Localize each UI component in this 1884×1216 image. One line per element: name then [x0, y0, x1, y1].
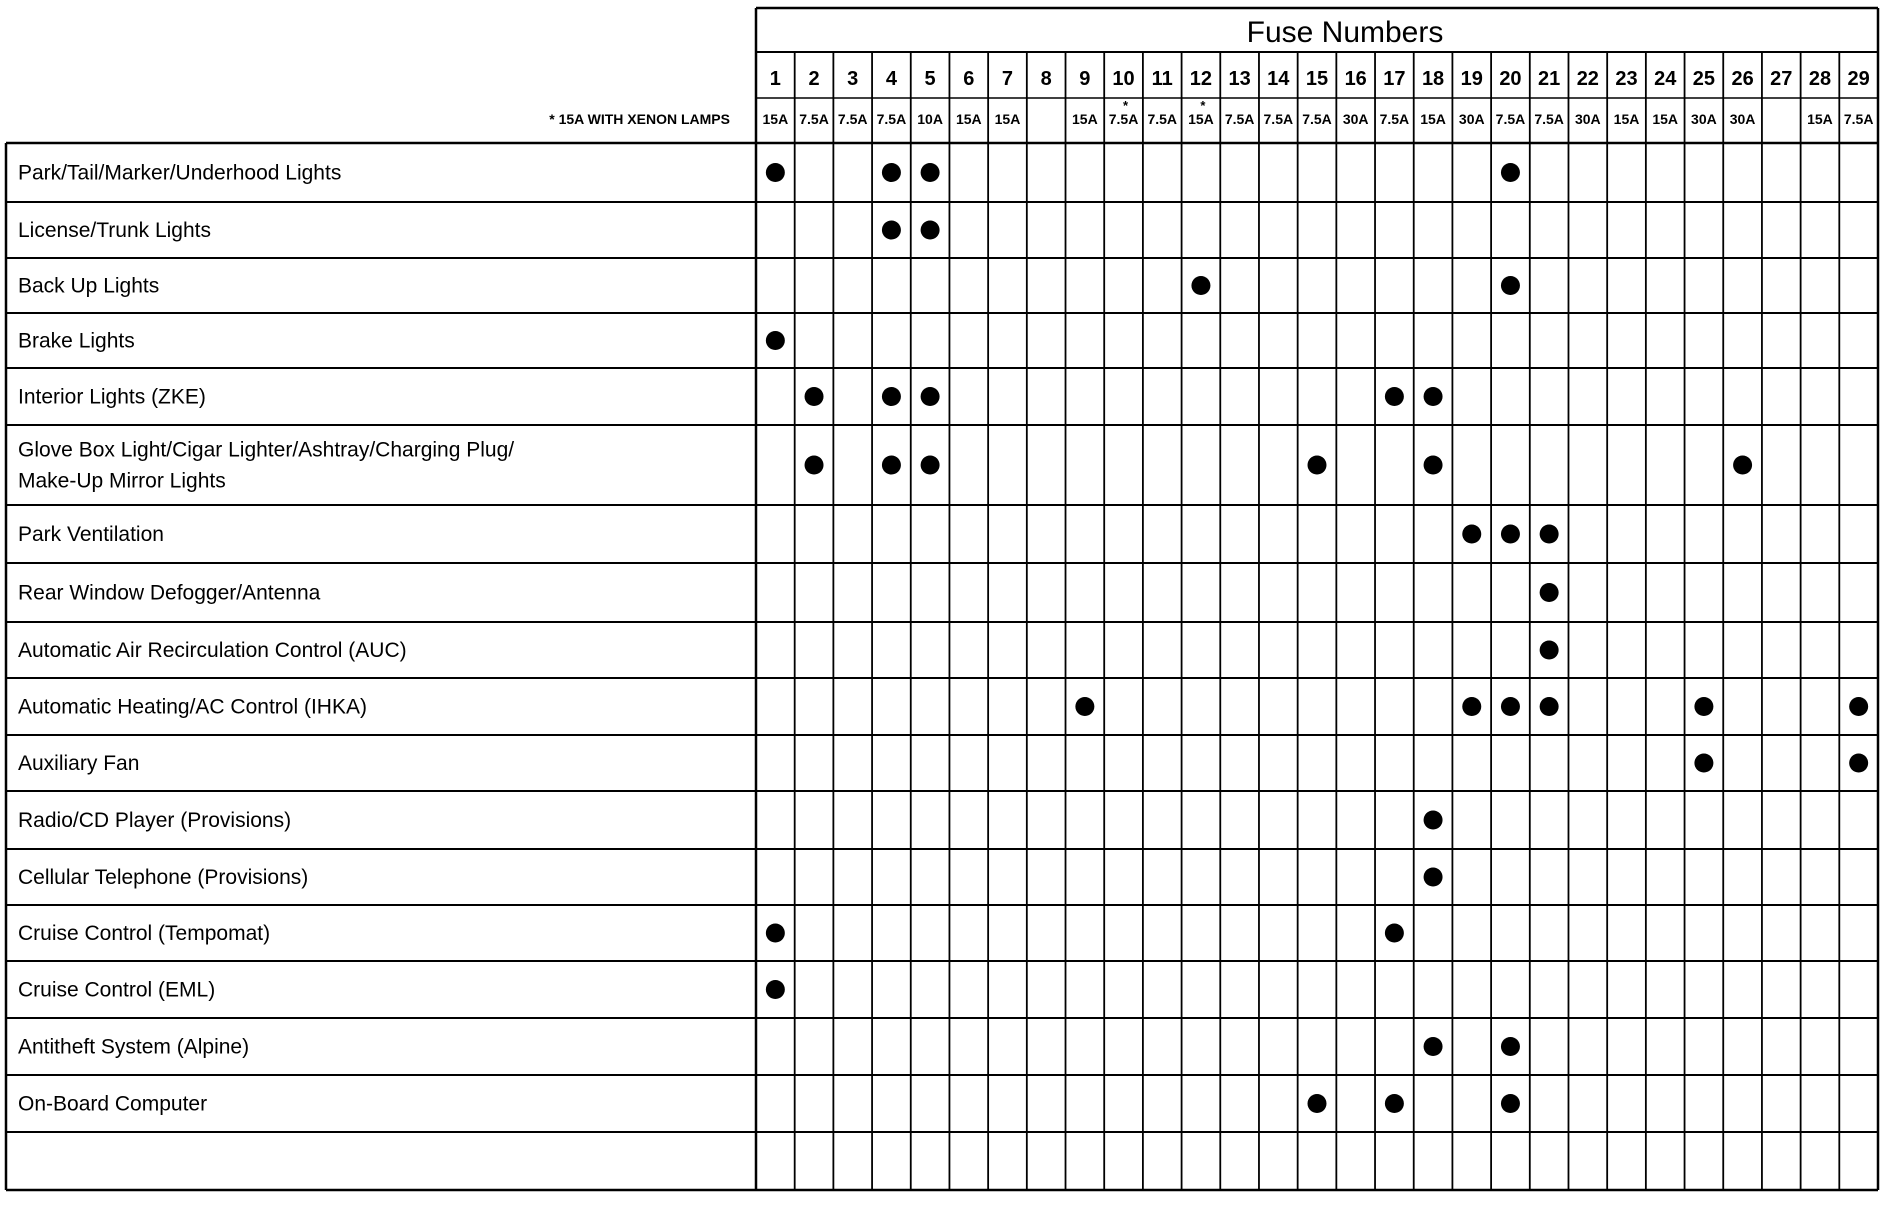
fuse-rating: 7.5A — [1495, 111, 1526, 127]
fuse-rating: 15A — [1652, 111, 1679, 127]
fuse-usage-dot — [766, 163, 785, 182]
fuse-usage-dot — [1501, 163, 1520, 182]
fuse-number: 5 — [924, 68, 936, 90]
fuse-usage-dot — [1424, 456, 1443, 475]
fuse-number: 24 — [1654, 68, 1677, 90]
fuse-rating: 15A — [994, 111, 1021, 127]
fuse-usage-dot — [1075, 697, 1094, 716]
fuse-usage-dot — [921, 387, 940, 406]
fuse-usage-dot — [1540, 697, 1559, 716]
fuse-rating: 7.5A — [837, 111, 868, 127]
fuse-usage-dot — [1540, 641, 1559, 660]
circuit-label: Cruise Control (Tempomat) — [18, 922, 271, 945]
fuse-rating: 7.5A — [1224, 111, 1255, 127]
fuse-number: 26 — [1731, 68, 1754, 90]
circuit-label: Cellular Telephone (Provisions) — [18, 866, 309, 889]
circuit-label: License/Trunk Lights — [18, 219, 211, 242]
fuse-number: 23 — [1615, 68, 1638, 90]
fuse-usage-dot — [882, 387, 901, 406]
fuse-number: 2 — [808, 68, 820, 90]
fuse-usage-dot — [1424, 1037, 1443, 1056]
fuse-number: 18 — [1421, 68, 1445, 90]
fuse-usage-dot — [1540, 525, 1559, 544]
fuse-number: 16 — [1344, 68, 1367, 90]
circuit-label: Auxiliary Fan — [18, 752, 140, 775]
fuse-usage-dot — [1501, 697, 1520, 716]
fuse-usage-dot — [1424, 387, 1443, 406]
fuse-usage-dot — [1694, 697, 1713, 716]
fuse-rating: 15A — [762, 111, 789, 127]
fuse-number: 20 — [1499, 68, 1522, 90]
fuse-number: 1 — [769, 68, 781, 90]
fuse-usage-dot — [1501, 1094, 1520, 1113]
fuse-usage-dot — [1385, 1094, 1404, 1113]
fuse-usage-dot — [1501, 276, 1520, 295]
fuse-rating: 7.5A — [1534, 111, 1564, 127]
fuse-rating: 15A — [1188, 111, 1214, 127]
fuse-rating: 30A — [1574, 111, 1601, 127]
fuse-rating: 7.5A — [1379, 111, 1410, 127]
fuse-number: 6 — [963, 68, 975, 90]
fuse-rating: 7.5A — [1843, 111, 1874, 127]
fuse-rating: 30A — [1458, 111, 1485, 127]
circuit-label: Park Ventilation — [18, 523, 164, 546]
circuit-label: Make-Up Mirror Lights — [18, 469, 226, 493]
fuse-rating: 10A — [917, 111, 943, 127]
fuse-usage-dot — [1308, 456, 1327, 475]
circuit-label: Back Up Lights — [18, 274, 160, 298]
fuse-usage-dot — [1385, 387, 1404, 406]
fuse-number: 19 — [1460, 68, 1483, 90]
fuse-usage-dot — [1849, 697, 1868, 716]
fuse-number: 15 — [1305, 68, 1329, 90]
fuse-rating: 7.5A — [799, 111, 829, 127]
fuse-usage-dot — [1694, 754, 1713, 773]
circuit-label: Automatic Heating/AC Control (IHKA) — [18, 695, 367, 719]
circuit-label: On-Board Computer — [18, 1092, 208, 1116]
fuse-usage-dot — [1501, 1037, 1520, 1056]
fuse-number: 21 — [1538, 68, 1561, 90]
fuse-number: 4 — [885, 68, 897, 90]
fuse-usage-dot — [1191, 276, 1210, 295]
fuse-usage-dot — [1733, 456, 1752, 475]
fuse-usage-dot — [1385, 924, 1404, 943]
fuse-rating: 30A — [1342, 111, 1369, 127]
fuse-usage-dot — [805, 456, 824, 475]
fuse-rating: 7.5A — [876, 111, 907, 127]
fuse-usage-dot — [1501, 525, 1520, 544]
fuse-number: 29 — [1847, 68, 1870, 90]
fuse-rating: 15A — [1420, 111, 1446, 127]
fuse-usage-dot — [882, 221, 901, 240]
fuse-usage-dot — [766, 980, 785, 999]
circuit-label: Rear Window Defogger/Antenna — [18, 581, 321, 605]
fuse-rating: 15A — [1072, 111, 1098, 127]
fuse-usage-dot — [1424, 811, 1443, 830]
fuse-usage-dot — [805, 387, 824, 406]
fuse-number: 12 — [1189, 68, 1213, 90]
fuse-usage-dot — [921, 163, 940, 182]
xenon-asterisk: * — [1123, 98, 1129, 113]
fuse-number: 11 — [1151, 68, 1173, 90]
fuse-usage-dot — [1849, 754, 1868, 773]
fuse-number: 14 — [1267, 68, 1290, 90]
fuse-rating: 7.5A — [1147, 111, 1178, 127]
circuit-rows — [18, 162, 1868, 1116]
fuse-rating: 7.5A — [1263, 111, 1294, 127]
circuit-label: Brake Lights — [18, 329, 135, 353]
fuse-usage-dot — [766, 331, 785, 350]
fuse-numbers-title: Fuse Numbers — [1246, 16, 1444, 49]
fuse-rating: 15A — [955, 111, 982, 127]
circuit-label: Glove Box Light/Cigar Lighter/Ashtray/Charging Plug/ — [18, 438, 515, 462]
circuit-label: Park/Tail/Marker/Underhood Lights — [18, 161, 342, 185]
fuse-usage-dot — [921, 221, 940, 240]
fuse-rating: 30A — [1691, 111, 1717, 127]
circuit-label: Cruise Control (EML) — [18, 978, 216, 1002]
fuse-usage-dot — [766, 924, 785, 943]
fuse-number: 28 — [1808, 68, 1832, 90]
fuse-number: 8 — [1040, 68, 1052, 90]
fuse-rating: 15A — [1613, 111, 1640, 127]
fuse-usage-dot — [882, 456, 901, 475]
fuse-usage-dot — [1308, 1094, 1327, 1113]
circuit-label: Radio/CD Player (Provisions) — [18, 809, 292, 832]
fuse-usage-dot — [1540, 583, 1559, 602]
fuse-number: 17 — [1383, 68, 1406, 90]
fuse-usage-dot — [1462, 697, 1481, 716]
fuse-rating: 7.5A — [1302, 111, 1332, 127]
fuse-usage-dot — [1462, 525, 1481, 544]
fuse-number: 22 — [1576, 68, 1599, 90]
fuse-number: 3 — [847, 68, 859, 90]
fuse-rating: 30A — [1729, 111, 1756, 127]
circuit-label: Antitheft System (Alpine) — [18, 1035, 250, 1059]
circuit-label: Automatic Air Recirculation Control (AUC) — [18, 639, 407, 662]
fuse-usage-dot — [1424, 868, 1443, 887]
xenon-footnote: * 15A WITH XENON LAMPS — [549, 111, 730, 127]
fuse-number: 25 — [1692, 68, 1716, 90]
fuse-number: 7 — [1001, 68, 1014, 90]
fuse-number: 13 — [1228, 68, 1251, 90]
fuse-rating: 7.5A — [1108, 111, 1139, 127]
fuse-rating: 15A — [1807, 111, 1833, 127]
fuse-usage-dot — [882, 163, 901, 182]
fuse-number: 9 — [1079, 68, 1091, 90]
circuit-label: Interior Lights (ZKE) — [18, 385, 206, 409]
xenon-asterisk: * — [1200, 98, 1206, 113]
fuse-number: 10 — [1112, 68, 1135, 90]
fuse-usage-dot — [921, 456, 940, 475]
fuse-number: 27 — [1770, 68, 1793, 90]
